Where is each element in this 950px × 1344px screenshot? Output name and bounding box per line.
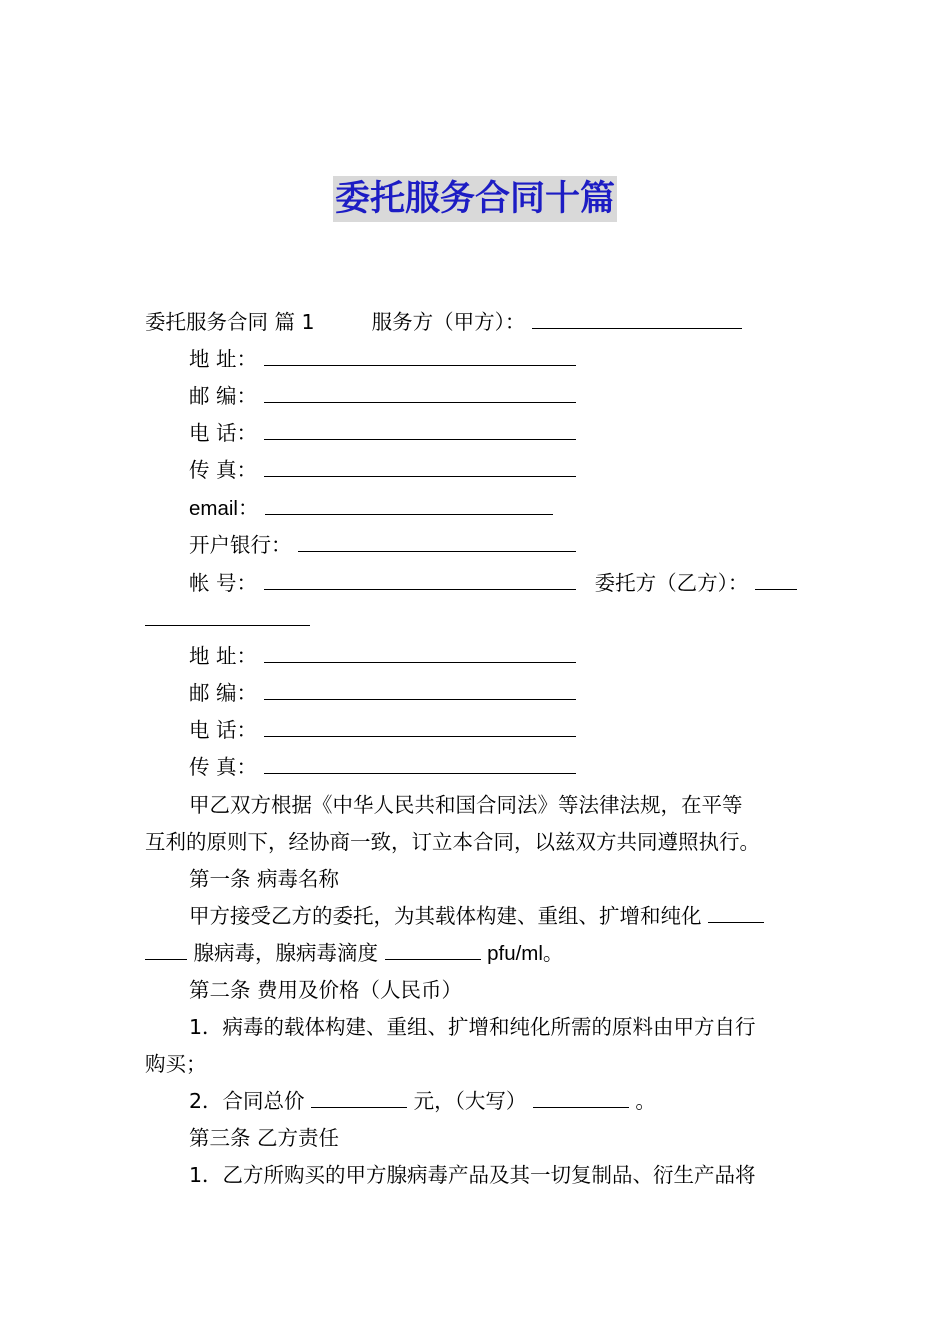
account-label: 帐 号： xyxy=(189,571,258,595)
party-b-fax-blank[interactable] xyxy=(264,753,576,774)
party-a-name-blank[interactable] xyxy=(532,308,742,329)
titer-blank[interactable] xyxy=(385,939,481,960)
preamble-line-2: 互利的原则下，经协商一致，订立本合同，以兹双方共同遵照执行。 xyxy=(145,830,760,854)
party-b-address-blank[interactable] xyxy=(264,642,576,663)
article-2-item-1-line-2: 购买； xyxy=(145,1052,207,1076)
article-1-heading: 第一条 病毒名称 xyxy=(189,867,340,891)
party-a-phone-blank[interactable] xyxy=(264,419,576,440)
article-1-line-2 xyxy=(145,938,563,969)
virus-name-blank-cont[interactable] xyxy=(145,939,187,960)
article-2-item-2 xyxy=(189,1086,656,1116)
party-b-postcode-line xyxy=(189,678,576,708)
phone-label: 电 话： xyxy=(189,421,258,445)
party-a-bank-line xyxy=(189,530,576,560)
postcode-label: 邮 编： xyxy=(189,681,258,705)
titer-text: 腺病毒，腺病毒滴度 xyxy=(193,941,379,965)
address-label: 地 址： xyxy=(189,644,258,668)
party-a-label: 服务方（甲方）： xyxy=(371,310,526,334)
article-1-text: 甲方接受乙方的委托，为其载体构建、重组、扩增和纯化 xyxy=(189,904,702,928)
party-a-address-blank[interactable] xyxy=(264,345,576,366)
total-price-blank[interactable] xyxy=(311,1087,407,1108)
party-b-label: 委托方（乙方）： xyxy=(594,571,749,595)
address-label: 地 址： xyxy=(189,347,258,371)
fax-label: 传 真： xyxy=(189,755,258,779)
document-title-block xyxy=(0,176,950,222)
party-b-phone-blank[interactable] xyxy=(264,716,576,737)
contract-number-label: 委托服务合同 篇 1 xyxy=(145,310,315,334)
party-a-fax-blank[interactable] xyxy=(264,456,576,477)
contract-heading-line xyxy=(145,307,742,337)
preamble-line-1: 甲乙双方根据《中华人民共和国合同法》等法律法规，在平等 xyxy=(189,793,743,817)
party-b-fax-line xyxy=(189,752,576,782)
party-a-postcode-blank[interactable] xyxy=(264,382,576,403)
party-b-phone-line xyxy=(189,715,576,745)
party-a-email-line xyxy=(189,493,553,524)
party-a-email-blank[interactable] xyxy=(265,494,553,515)
email-label: email： xyxy=(189,497,259,520)
article-3-item-1: 1．乙方所购买的甲方腺病毒产品及其一切复制品、衍生产品将 xyxy=(189,1163,756,1187)
document-title: 委托服务合同十篇 xyxy=(333,176,617,222)
capital-amount-label: 元，（大写） xyxy=(413,1089,527,1113)
article-1-line-1 xyxy=(189,901,764,931)
phone-label: 电 话： xyxy=(189,718,258,742)
capital-amount-blank[interactable] xyxy=(533,1087,629,1108)
article-2-item-1-line-1: 1．病毒的载体构建、重组、扩增和纯化所需的原料由甲方自行 xyxy=(189,1015,756,1039)
party-b-name-continuation xyxy=(145,604,310,634)
sentence-end: 。 xyxy=(635,1089,656,1113)
party-a-postcode-line xyxy=(189,381,576,411)
party-a-address-line xyxy=(189,344,576,374)
party-b-name-blank[interactable] xyxy=(755,569,797,590)
party-b-postcode-blank[interactable] xyxy=(264,679,576,700)
bank-label: 开户银行： xyxy=(189,533,292,557)
total-price-label: 2．合同总价 xyxy=(189,1089,305,1113)
party-b-address-line xyxy=(189,641,576,671)
party-a-account-blank[interactable] xyxy=(264,569,576,590)
party-a-account-line xyxy=(189,568,797,598)
titer-unit: pfu/ml。 xyxy=(487,942,564,965)
party-b-name-blank-cont[interactable] xyxy=(145,605,310,626)
fax-label: 传 真： xyxy=(189,458,258,482)
party-a-phone-line xyxy=(189,418,576,448)
article-3-heading: 第三条 乙方责任 xyxy=(189,1126,340,1150)
postcode-label: 邮 编： xyxy=(189,384,258,408)
party-a-fax-line xyxy=(189,455,576,485)
virus-name-blank[interactable] xyxy=(708,902,764,923)
party-a-bank-blank[interactable] xyxy=(298,531,576,552)
article-2-heading: 第二条 费用及价格（人民币） xyxy=(189,978,463,1002)
